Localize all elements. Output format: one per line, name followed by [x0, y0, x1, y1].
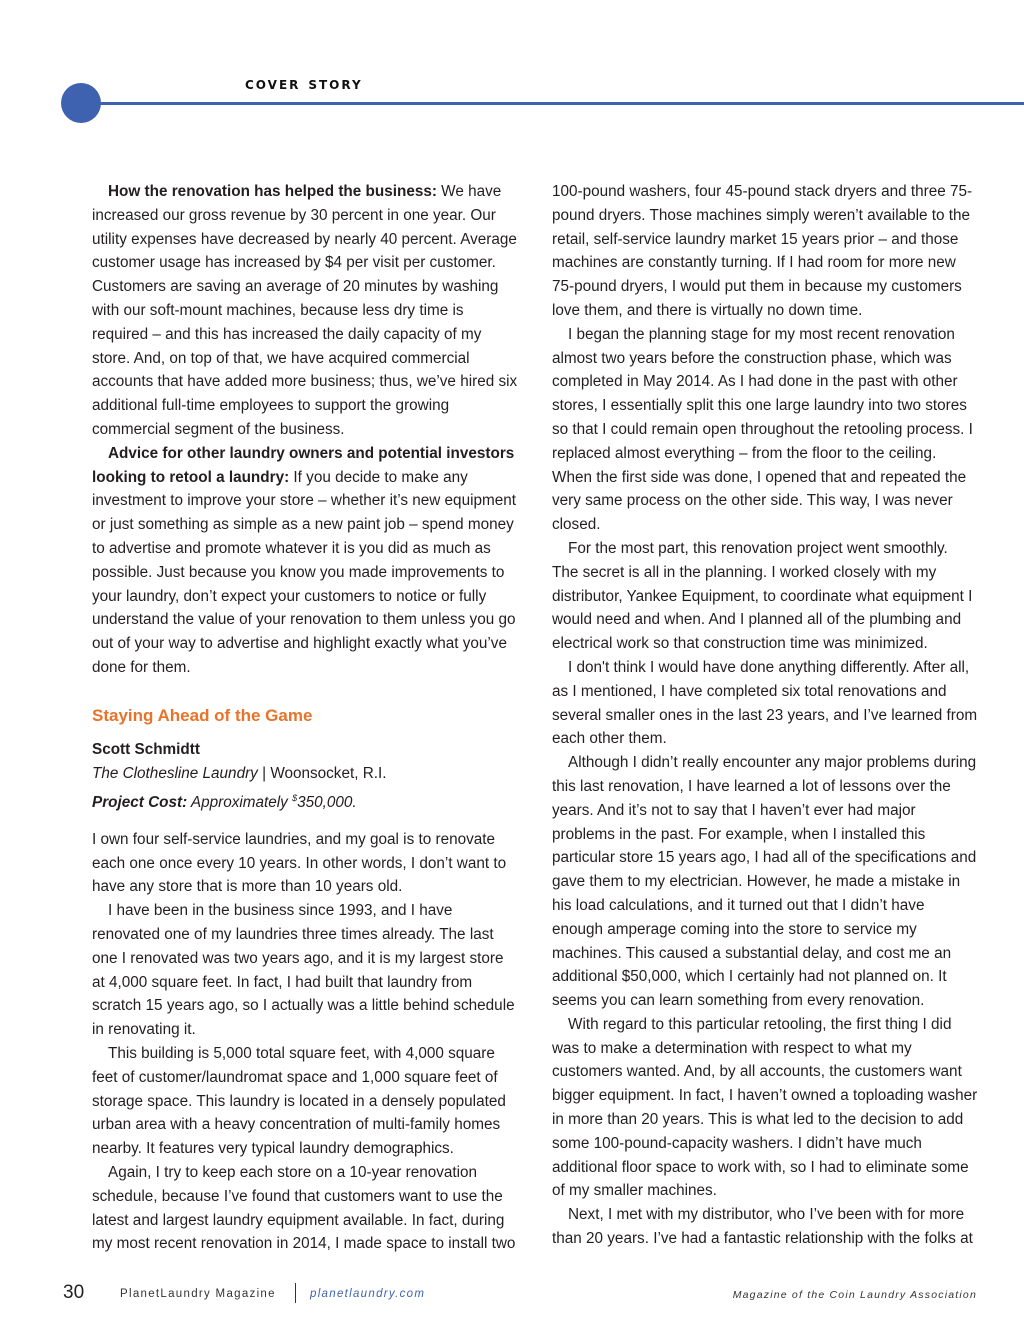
paragraph: I have been in the business since 1993, and I have renovated one of my laundries three times already. The last one I renovated was two years ago, and it is my largest store at 4,000 square feet. In fact, I had built that laundry from scratch 15 years ago, so I actually was a little behind schedule in renovating it. [92, 902, 515, 1039]
spacer [92, 815, 520, 828]
paragraph: 100-pound washers, four 45-pound stack dryers and three 75-pound dryers. Those machines simply weren’t available to the retail, self-service laundry market 15 years prior – and those machines are constantly turning. If I had room for more new 75-pound dryers, I would put them in because my customers love them, and there is virtually no down time. [552, 183, 973, 319]
section-title: cover story [245, 74, 363, 94]
shop-name: The Clothesline Laundry [92, 764, 258, 782]
paragraph-text: We have increased our gross revenue by 30 percent in one year. Our utility expenses have decreased by nearly 40 percent. Average customer usage has increased by $4 per visit per customer. Customers are saving an average of 20 minutes by washing with our soft-mount machines, because less dry time is required – and this has increased the daily capacity of my store. And, on top of that, we have acquired commercial accounts that have added more business; thus, we’ve hired six additional full-time employees to support the growing commercial segment of the business. [92, 183, 518, 438]
paragraph: Next, I met with my distributor, who I’ve been with for more than 20 years. I’ve had a fantastic relationship with the folks at [552, 1206, 973, 1248]
website-link[interactable]: planetlaundry.com [310, 1288, 426, 1300]
paragraph: Again, I try to keep each store on a 10-year renovation schedule, because I’ve found that customers want to use the latest and largest laundry equipment available. In fact, during my most recent renovation in 2014, I made space to install two [92, 1163, 516, 1253]
subheading: Staying Ahead of the Game [92, 705, 313, 725]
paragraph: Although I didn’t really encounter any major problems during this last renovation, I have learned a lot of lessons over the years. And it’s not to say that I haven’t ever had major problems in the past. For example, when I installed this particular store 15 years ago, I had all of the specifications and gave them to my electrician. However, he made a mistake in his load calculations, and it turned out that I didn’t have enough amperage coming into the store to service my machines. This caused a substantial delay, and cost me an additional $50,000, which I certainly had not planned on. It seems you can learn something from every renovation. [552, 754, 977, 1010]
paragraph: For the most part, this renovation project went smoothly. The secret is all in the planning. I worked closely with my distributor, Yankee Equipment, to coordinate what equipment I would need and when. And I planned all of the plumbing and electrical work so that construction time was minimized. [552, 539, 973, 653]
paragraph-text: If you decide to make any investment to improve your store – whether it’s new equipment or just something as simple as a new paint job – spend money to advertise and promote whatever it is you did as much as possible. Just because you know you made improvements to your laundry, don’t expect your customers to notice or fully understand the value of your renovation to them unless you go out of your way to advertise and highlight exactly what you’ve done for them. [92, 468, 516, 676]
paragraph: I own four self-service laundries, and my goal is to renovate each one once every 10 years. In other words, I don’t want to have any store that is more than 10 years old. [92, 830, 507, 896]
right-column [552, 180, 978, 1251]
shop-location: Woonsocket, R.I. [270, 764, 387, 782]
project-cost-label: Project Cost: [92, 793, 188, 811]
footer-divider [295, 1283, 296, 1303]
project-cost-currency: $ [292, 792, 298, 803]
paragraph-lead: How the renovation has helped the business: [108, 183, 437, 200]
header-circle-ornament [61, 83, 101, 123]
paragraph: This building is 5,000 total square feet, with 4,000 square feet of customer/laundromat space and 1,000 square feet of storage space. This laundry is located in a densely populated urban area with a heavy concentration of multi-family homes nearby. It features very typical laundry demographics. [92, 1045, 506, 1158]
byline-name [92, 738, 520, 762]
paragraph [92, 442, 520, 680]
paragraph: I don't think I would have done anything differently. After all, as I mentioned, I have completed six total renovations and several smaller ones in the last 23 years, and I’ve learned from each other them. [552, 658, 978, 748]
page-footer [0, 1282, 1024, 1312]
author-name: Scott Schmidtt [92, 740, 200, 758]
byline-shop-location [92, 762, 520, 786]
paragraph [92, 180, 520, 442]
page-number: 30 [63, 1282, 85, 1303]
paragraph: With regard to this particular retooling, the first thing I did was to make a determination with respect to what my customers wanted. And, by all accounts, the customers want bigger equipment. In fact, I haven’t owned a toploading washer in more than 20 years. This is what led to the decision to add some 100-pound-capacity washers. I didn’t have much additional floor space to work with, so I had to eliminate some of my smaller machines. [552, 1015, 978, 1200]
paragraph-lead: Advice for other laundry owners and potential investors looking to retool a laundry: [92, 444, 515, 486]
paragraph: I began the planning stage for my most recent renovation almost two years before the construction phase, which was completed in May 2014. As I had done in the past with other stores, I essentially split this one large laundry into two stores so that I could remain open throughout the retooling process. I replaced almost everything – from the floor to the ceiling. When the first side was done, I opened that and repeated the very same process on the other side. This way, I was never closed. [552, 325, 973, 534]
association-tagline: Magazine of the Coin Laundry Association [732, 1289, 977, 1301]
byline-separator: | [257, 764, 271, 782]
header-rule [96, 102, 1024, 105]
left-column [92, 180, 520, 1256]
project-cost-prefix: Approximately [187, 793, 293, 811]
magazine-name: PlanetLaundry Magazine [120, 1288, 276, 1300]
project-cost-value: 350,000. [297, 793, 357, 811]
byline-cost [92, 786, 520, 815]
